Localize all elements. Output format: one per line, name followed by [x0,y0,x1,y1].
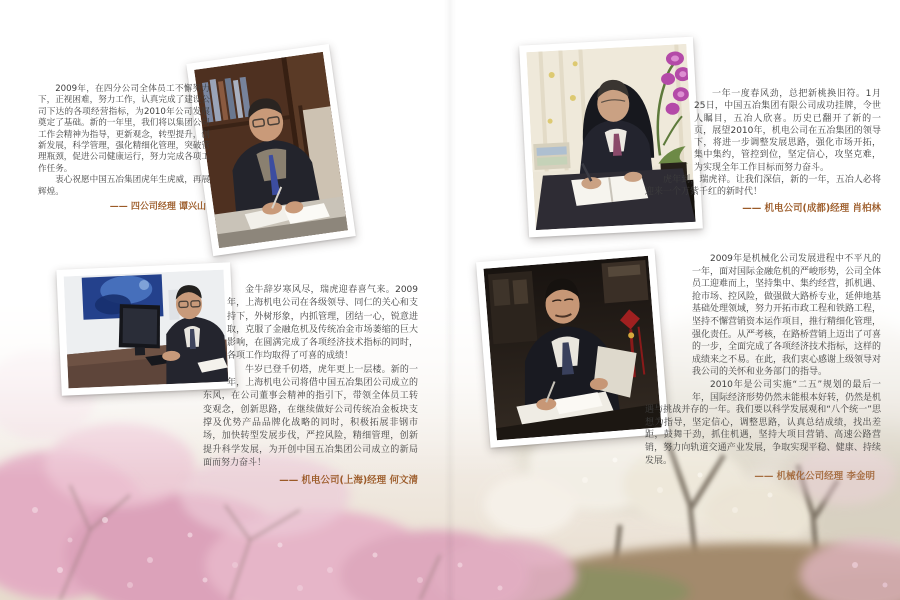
greeting-paragraph: 牛岁已登千仞塔，虎年更上一层楼。新的一年，上海机电公司将借中国五冶集团公司成立的东风，在公司董事会精神的指引下，带领全体员工转变观念，创新思路，在继续做好公司传统冶金板块支撑及优势产品品牌化战略的同时，积极拓展非钢市场，加快转型发展步伐，严控风险，精细管理，创新提升科学发展，为开创中国五冶集团公司成立的新局面而努力奋斗！ [203,364,418,468]
page-fold-shadow [444,0,456,600]
greeting-paragraph: 一年一度春风劲，总把新桃换旧符。1月25日，中国五冶集团有限公司成功挂牌，令世人瞩目，五冶人欣喜。历史已翻开了新的一页，展望2010年，机电公司在五冶集团的领导下，将进一步调整发展思路，强化市场开拓，集中集约，管控到位，坚定信心，攻坚克难，为实现全年工作目标而努力奋斗。 [694,89,881,173]
greeting-message-siye [38,84,210,213]
photo-wrap-spacer [203,284,227,390]
photo-manager-with-documents [476,248,669,447]
greeting-paragraph: 金牛辞岁寒风尽，瑞虎迎春喜气来。2009年，上海机电公司在各级领导、同仁的关心和支持下，外树形象，内抓管理，团结一心，锐意进取，克服了金融危机及传统冶金市场萎缩的巨大影响，在圆满完成了各项经济技术指标的同时，各项工作均取得了可喜的成绩！ [227,285,418,362]
greeting-message-jidian-chengdu [645,88,881,215]
photo-manager-writing-bookshelf [186,44,356,256]
greeting-paragraph: 2009年，在四分公司全体员工不懈努力下，正视困难，努力工作，认真完成了建设公司下达的各项经营指标，为2010年公司发展奠定了基础。新的一年里，我们将以集团公司工作会精神为指导，更新观念，转型提升，创新发展，科学管理，强化精细化管理，突破管理瓶颈，促进公司健康运行，努力完成各项工作任务。 [38,84,210,174]
greeting-paragraph: 2010年是公司实施“二五”规划的最后一年，国际经济形势仍然未能根本好转，仍然是机遇与挑战并存的一年。我们要以科学发展观和“八个统一”思想为指导，坚定信心，调整思路，认真总结成绩，找出差距，鼓舞干劲，抓住机遇，坚持大项目营销、高速公路营销，努力向轨道交通产业发展，争取实现平稳、健康、持续发展。 [645,379,882,466]
greeting-paragraph: 虎年到，瑞虎祥。让我们深信，新的一年，五冶人必将迎来一个万紫千红的新时代！ [645,175,881,198]
greeting-paragraph: 2009年是机械化公司发展进程中不平凡的一年，面对国际金融危机的严峻形势，公司全体员工迎难而上，坚持集中、集约经营，抓机遇、抢市场、控风险，做强做大路桥专业，延伸地基基础处理领域，努力开拓市政工程和铁路工程，坚持不懈营销资本运作项目，推行精细化管理，强化责任。从严考核，在路桥营销上迈出了可喜的一步，全面完成了各项经济技术指标，这样的成绩来之不易。在此，我们衷心感谢上级领导对我公司的关怀和业务部门的指导。 [692,254,882,378]
signature-he-wenqing: —— 机电公司(上海)经理 何文清 [279,475,418,487]
photo-wrap-spacer [645,253,692,403]
signature-xiao-bailin: —— 机电公司(成都)经理 肖柏林 [742,202,881,214]
greeting-paragraph: 衷心祝愿中国五冶集团虎年生虎威，再展辉煌。 [38,175,210,197]
photo-wrap-spacer [645,88,694,174]
greeting-message-jidian-shanghai [203,284,418,487]
signature-li-jinming: —— 机械化公司经理 李金明 [754,471,875,483]
signature-tan-xingshan: —— 四公司经理 谭兴山 [109,202,206,213]
greeting-message-jixiehua [645,253,881,484]
